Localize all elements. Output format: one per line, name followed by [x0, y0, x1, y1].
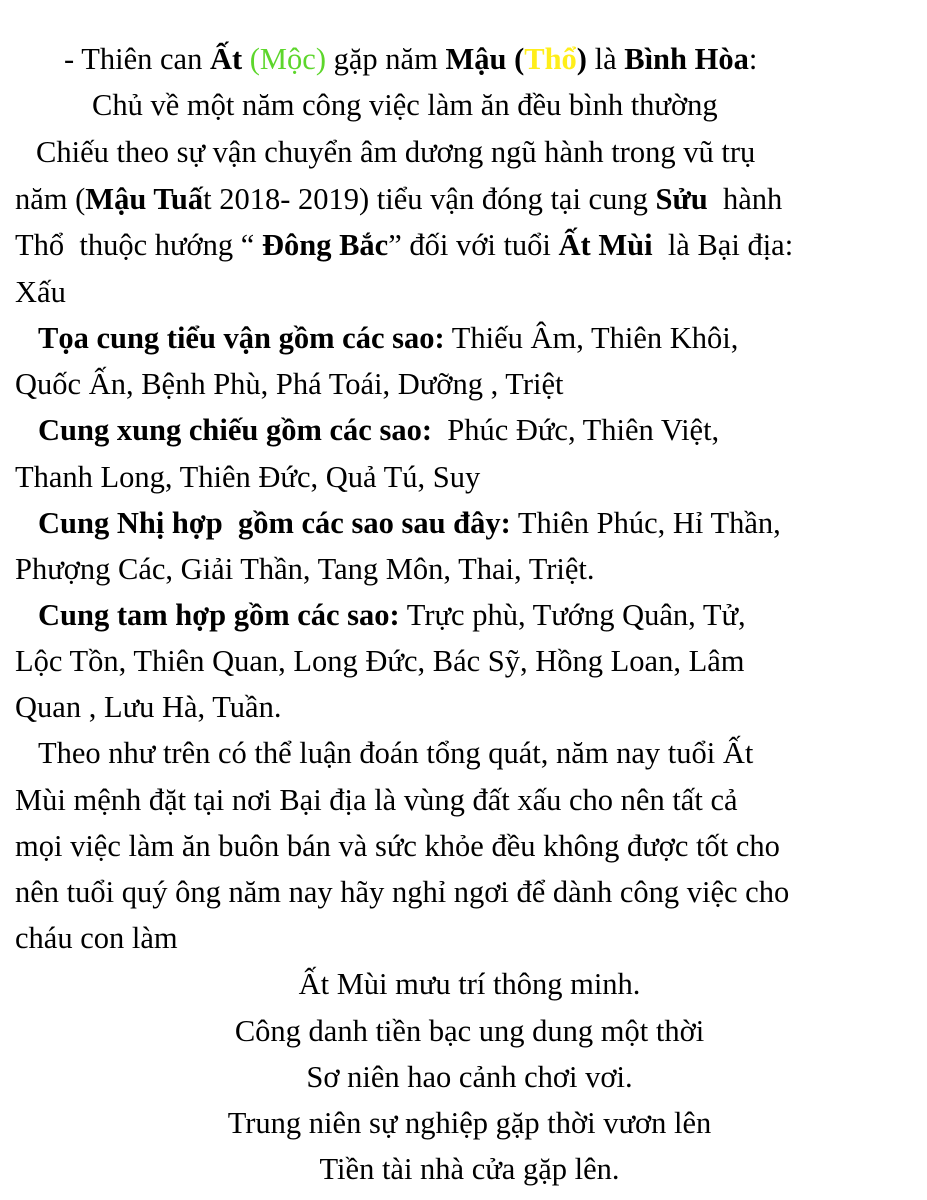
tam-hop-line-3: Quan , Lưu Hà, Tuần.: [15, 690, 282, 724]
chieu-line-4: Xấu: [15, 275, 66, 309]
toa-cung-label: Tọa cung tiểu vận gồm các sao:: [38, 321, 445, 355]
tam-hop-stars-1: Trực phù, Tướng Quân, Tử,: [399, 598, 746, 632]
can-name: Ất: [209, 42, 243, 76]
chieu-line-3: [15, 226, 793, 264]
year-element: Thổ: [524, 42, 577, 76]
conclusion-line-2: Mùi mệnh đặt tại nơi Bại địa là vùng đất xấu cho nên tất cả: [15, 783, 738, 817]
chieu-line-2: [15, 180, 782, 218]
intro-colon: :: [748, 42, 758, 76]
paren-open: (: [514, 42, 525, 76]
nhi-hop-stars-1: Thiên Phúc, Hỉ Thần,: [510, 506, 781, 540]
conclusion-line-4: nên tuổi quý ông năm nay hãy nghỉ ngơi để dành công việc cho: [15, 875, 790, 909]
conclusion-line-1: Theo như trên có thể luận đoán tổng quát, năm nay tuổi Ất: [38, 736, 754, 770]
xung-chieu-line-2: Thanh Long, Thiên Đức, Quả Tú, Suy: [15, 460, 481, 494]
poem-line-1: Ất Mùi mưu trí thông minh.: [298, 967, 641, 1001]
poem-line-4: Trung niên sự nghiệp gặp thời vươn lên: [227, 1106, 712, 1140]
chieu-line-1: Chiếu theo sự vận chuyển âm dương ngũ hành trong vũ trụ: [36, 135, 756, 169]
conclusion-line-5: cháu con làm: [15, 921, 178, 955]
chieu-huong: Đông Bắc: [261, 228, 389, 262]
nhi-hop-line-2: Phượng Các, Giải Thần, Tang Môn, Thai, Triệt.: [15, 552, 595, 586]
year-name: Mậu: [445, 42, 507, 76]
poem-line-5: Tiền tài nhà cửa gặp lên.: [319, 1152, 620, 1186]
conclusion-line-3: mọi việc làm ăn buôn bán và sức khỏe đều không được tốt cho: [15, 829, 780, 863]
intro-middle: gặp năm: [326, 42, 446, 76]
chieu-year-bold: Mậu Tuấ: [85, 182, 204, 216]
xung-chieu-label: Cung xung chiếu gồm các sao:: [38, 413, 432, 447]
tam-hop-label: Cung tam hợp gồm các sao:: [38, 598, 400, 632]
chieu-tuoi: Ất Mùi: [558, 228, 653, 262]
poem-line-2: Công danh tiền bạc ung dung một thời: [234, 1014, 705, 1048]
xung-chieu-line-1: [38, 411, 719, 449]
can-element: (Mộc): [249, 42, 326, 76]
toa-cung-stars-1: Thiếu Âm, Thiên Khôi,: [444, 321, 739, 355]
xung-chieu-stars-1: Phúc Đức, Thiên Việt,: [431, 413, 720, 447]
chieu-l3-e: là Bại địa:: [652, 228, 794, 262]
chieu-l2-e: hành: [707, 182, 783, 216]
chieu-l2-c: t 2018- 2019) tiểu vận đóng tại cung: [203, 182, 656, 216]
chieu-l3-a: Thổ thuộc hướng “: [15, 228, 262, 262]
chieu-l3-c: ” đối với tuổi: [388, 228, 559, 262]
poem-line-3: Sơ niên hao cảnh chơi vơi.: [306, 1060, 633, 1094]
intro-line: [64, 40, 757, 78]
nhi-hop-label: Cung Nhị hợp gồm các sao sau đây:: [38, 506, 511, 540]
toa-cung-line-1: [38, 319, 738, 357]
intro-is: là: [586, 42, 625, 76]
tam-hop-line-1: [38, 596, 746, 634]
chieu-l2-a: năm (: [15, 182, 86, 216]
chieu-cung-suu: Sửu: [655, 182, 708, 216]
tam-hop-line-2: Lộc Tồn, Thiên Quan, Long Đức, Bác Sỹ, Hồng Loan, Lâm: [15, 644, 745, 678]
intro-summary: Chủ về một năm công việc làm ăn đều bình thường: [92, 88, 718, 122]
paren-close: ): [576, 42, 587, 76]
toa-cung-line-2: Quốc Ấn, Bệnh Phù, Phá Toái, Dưỡng , Triệt: [15, 367, 564, 401]
intro-prefix: - Thiên can: [64, 42, 210, 76]
nhi-hop-line-1: [38, 504, 781, 542]
intro-result: Bình Hòa: [624, 42, 749, 76]
